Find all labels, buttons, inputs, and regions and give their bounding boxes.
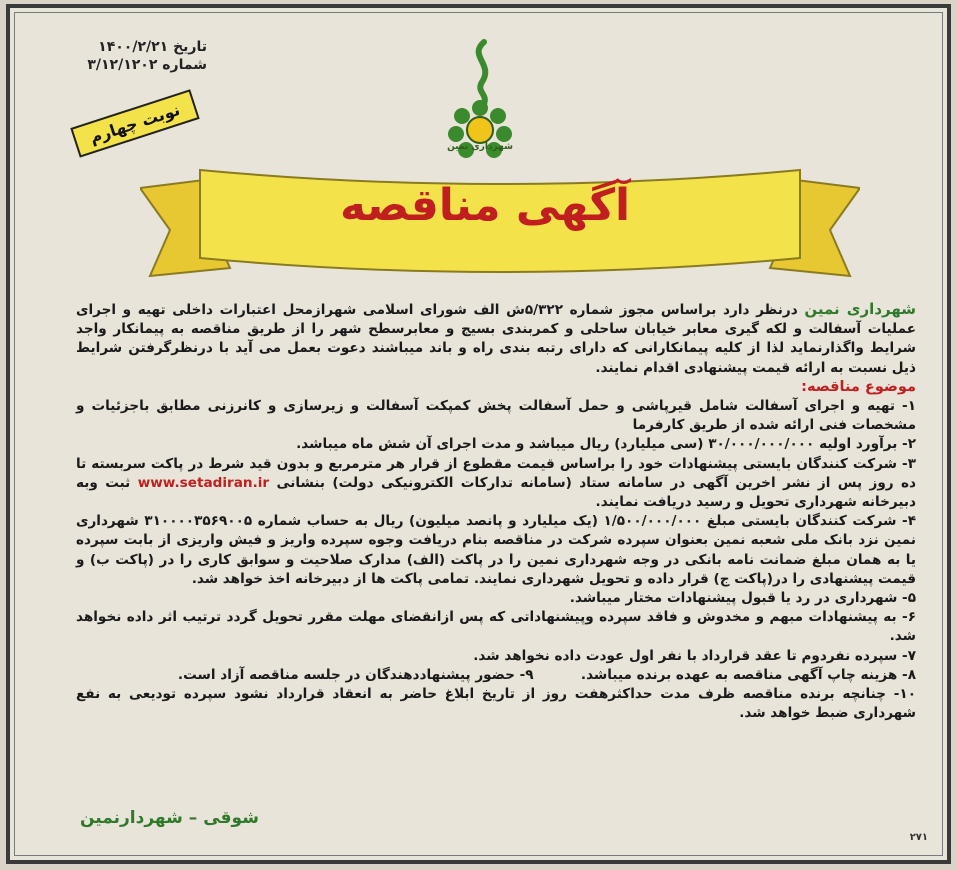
signature: شوقی – شهردارنمین (80, 808, 259, 828)
notice-title: آگهی مناقصه (339, 180, 631, 231)
condition-3 (76, 455, 916, 513)
number-line: شماره ۳/۱۲/۱۲۰۲ (87, 57, 207, 73)
condition-1: ۱- تهیه و اجرای آسفالت شامل قیرپاشی و حمل آسفالت پخش کمپکت آسفالت و زیرسازی و کانرزنی مطابق باجزئیات و مشخصات فنی ارائه شده از طریق کارفرما (76, 398, 916, 434)
condition-8-9 (76, 666, 916, 685)
condition-7: ۷- سپرده نفردوم تا عقد قرارداد با نفر اول عودت داده نخواهد شد. (473, 647, 916, 664)
round-badge-wrap (70, 89, 199, 157)
condition-2: ۲- برآورد اولیه ۳۰/۰۰۰/۰۰۰/۰۰۰ (سی میلیارد) ریال میباشد و مدت اجرای آن شش ماه میباشد. (296, 436, 916, 453)
condition-9: ۹- حضور پیشنهاددهندگان در جلسه مناقصه آزاد است. (177, 666, 534, 683)
condition-6: ۶- به پیشنهادات مبهم و مخدوش و فاقد سپرده وپیشنهاداتی که پس ازانقضای مهلت مقرر تحویل گردد ترتیب اثر داده نخواهد شد. (76, 609, 916, 645)
notice-paper (6, 4, 951, 864)
intro-text: درنظر دارد براساس مجوز شماره ۵/۳۲۲ش الف شورای اسلامی شهرازمحل اعتبارات داخلی تهیه و اجرای عملیات آسفالت و لکه گیری معابر خیابان ساحلی و کمربندی بسیج و معابرسطح شهر را از طریق مناقصه به پیمانکار واجد شرایط واگذارنماید لذا از کلیه پیمانکارانی که دارای رتبه بندی راه و باند میباشند دعوت بعمل می آید با درنظرگرفتن شرایط ذیل نسبت به ارائه قیمت پیشنهادی اقدام نمایند. (76, 302, 916, 376)
condition-5: ۵- شهرداری در رد یا قبول پیشنهادات مختار میباشد. (569, 590, 916, 607)
footer-number: ۲۷۱ (909, 832, 928, 843)
condition-4: ۴- شرکت کنندگان بایستی مبلغ ۱/۵۰۰/۰۰۰/۰۰۰ (یک میلیارد و پانصد میلیون) ریال به حساب شماره ۳۱۰۰۰۰۳۵۶۹۰۰۵ شهرداری نمین نزد بانک ملی شعبه نمین بعنوان سپرده شرکت در مناقصه بنام دریافت وجوه سپرده واریز و فیش واریزی از بابت سپرده یا به همان مبلغ ضمانت نامه بانکی در وجه شهرداری نمین را در پاکت (الف) مدارک صلاحیت و سوابق کاری را در (پاکت ب) و قیمت پیشنهادی را در(پاکت ج) قرار داده و تحویل شهرداری نمایند. تمامی پاکت ها از دبیرخانه اخذ خواهد شد. (76, 513, 916, 587)
date-line: تاریخ ۱۴۰۰/۲/۲۱ (98, 39, 207, 55)
notice-body (76, 300, 916, 723)
setadiran-link[interactable]: www.setadiran.ir (137, 474, 270, 491)
org-name: شهرداری نمین (804, 300, 917, 318)
condition-3-end: ثبت وبه دبیرخانه شهرداری تحویل و رسید دریافت نمایند. (76, 474, 916, 511)
subject-heading: موضوع مناقصه: (801, 378, 916, 395)
round-badge: نوبت چهارم (70, 89, 199, 157)
date-number-block (72, 38, 207, 74)
condition-3-text: ۳- شرکت کنندگان بایستی پیشنهادات خود را براساس قیمت مقطوع از قرار هر مترمربع و بدون قید شرط در پاکت سربسته تا ده روز پس از نشر اخرین آگهی در سامانه ستاد (سامانه تدارکات الکترونیکی دولت) بنشانی (76, 455, 917, 491)
logo-caption: شهرداری نمین (447, 142, 513, 152)
condition-8: ۸- هزینه چاپ آگهی مناقصه به عهده برنده میباشد. (580, 666, 916, 683)
condition-10: ۱۰- چنانچه برنده مناقصه ظرف مدت حداکثرهفت روز از تاریخ ابلاغ حاضر به انعقاد قرارداد نشود سپرده تودیعی به نفع شهرداری ضبط خواهد شد. (76, 686, 916, 722)
